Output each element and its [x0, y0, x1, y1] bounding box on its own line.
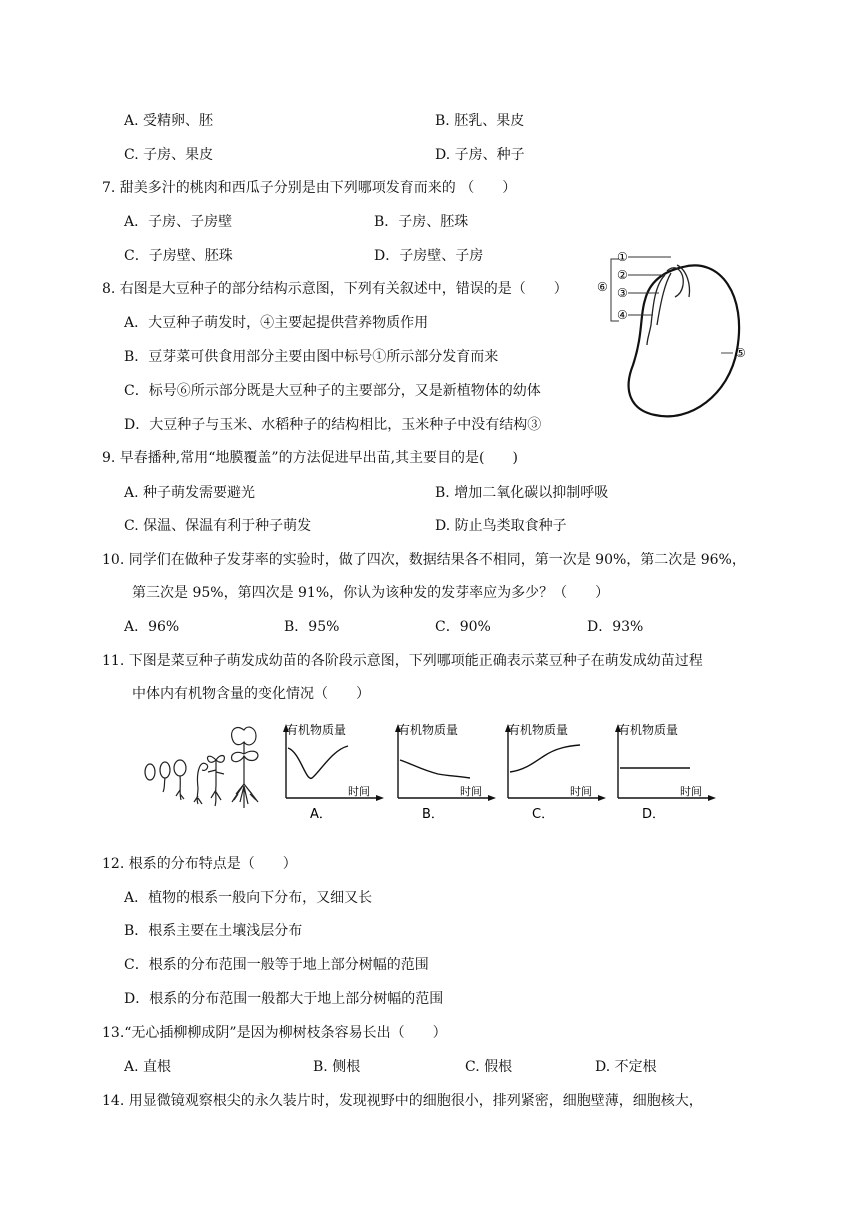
- q8-option-d: D．大豆种子与玉米、水稻种子的结构相比，玉米种子中没有结构③: [124, 417, 542, 433]
- q13-option-c: C. 假根: [465, 1059, 513, 1075]
- graph-4: [615, 722, 716, 822]
- q13-stem: 13.“无心插柳柳成阴”是因为柳树枝条容易长出（ ）: [102, 1025, 447, 1041]
- graph-option-label: D．: [642, 807, 666, 822]
- q10-option-c: C．90%: [435, 619, 491, 635]
- q10-option-b: B．95%: [284, 619, 340, 635]
- q7-option-d: D．子房壁、子房: [374, 248, 484, 264]
- q8-option-a: A．大豆种子萌发时，④主要起提供营养物质作用: [124, 315, 429, 331]
- x-axis-arrow: [598, 795, 606, 801]
- q9-option-c: C. 保温、保温有利于种子萌发: [124, 518, 312, 534]
- q7-stem: 7. 甜美多汁的桃肉和西瓜子分别是由下列哪项发育而来的 （ ）: [102, 180, 517, 196]
- q12-option-c: C．根系的分布范围一般等于地上部分树幅的范围: [124, 957, 429, 973]
- y-axis-label: 有机物质量: [618, 723, 679, 737]
- q10-stem-line2: 第三次是 95%，第四次是 91%，你认为该种发的发芽率应为多少？（ ）: [132, 585, 610, 601]
- q13-option-d: D. 不定根: [595, 1059, 657, 1075]
- q8-option-c: C．标号⑥所示部分既是大豆种子的主要部分，又是新植物体的幼体: [124, 383, 541, 399]
- seed-label-3: ③: [617, 286, 628, 300]
- x-axis-label: 时间: [680, 785, 702, 798]
- x-axis-label: 时间: [460, 785, 482, 798]
- q11-stem-line1: 11. 下图是菜豆种子萌发成幼苗的各阶段示意图，下列哪项能正确表示菜豆种子在萌发成幼苗过程: [102, 653, 703, 669]
- q6-option-c: C. 子房、果皮: [124, 147, 214, 163]
- q13-option-a: A. 直根: [124, 1059, 172, 1075]
- x-axis-arrow: [376, 795, 384, 801]
- soybean-seed-diagram: [595, 245, 755, 425]
- x-axis-label: 时间: [570, 785, 592, 798]
- q6-option-b: B. 胚乳、果皮: [435, 113, 525, 129]
- q12-option-d: D．根系的分布范围一般都大于地上部分树幅的范围: [124, 991, 444, 1007]
- graph-2: [395, 722, 496, 822]
- bean-germination-illustration: [140, 720, 275, 810]
- y-axis-label: 有机物质量: [398, 723, 459, 737]
- q11-stem-line2: 中体内有机物含量的变化情况（ ）: [132, 686, 370, 702]
- q12-option-a: A．植物的根系一般向下分布，又细又长: [124, 890, 373, 906]
- graph-3: [505, 722, 606, 822]
- x-axis-label: 时间: [348, 785, 370, 798]
- q8-option-b: B．豆芽菜可供食用部分主要由图中标号①所示部分发育而来: [124, 349, 499, 365]
- x-axis-arrow: [488, 795, 496, 801]
- q9-option-b: B. 增加二氧化碳以抑制呼吸: [435, 485, 609, 501]
- y-axis-label: 有机物质量: [286, 723, 347, 737]
- seed-label-2: ②: [617, 268, 628, 282]
- seed-label-4: ④: [617, 308, 628, 322]
- q12-option-b: B．根系主要在土壤浅层分布: [124, 923, 303, 939]
- q6-option-d: D. 子房、种子: [435, 147, 525, 163]
- x-axis-arrow: [708, 795, 716, 801]
- q6-option-a: A. 受精卵、胚: [124, 113, 214, 129]
- q10-stem-line1: 10. 同学们在做种子发芽率的实验时，做了四次，数据结果各不相同，第一次是 90%，第二次是 96%，: [102, 552, 746, 568]
- seed-label-5: ⑤: [735, 346, 746, 360]
- q7-option-a: A．子房、子房壁: [124, 214, 233, 230]
- q13-option-b: B. 侧根: [313, 1059, 361, 1075]
- trend-curve: [510, 745, 580, 772]
- seed-label-6: ⑥: [597, 280, 608, 294]
- q7-option-b: B．子房、胚珠: [374, 214, 469, 230]
- q8-stem: 8. 右图是大豆种子的部分结构示意图，下列有关叙述中，错误的是（ ）: [102, 281, 568, 297]
- seed-label-1: ①: [617, 250, 628, 264]
- graph-option-label: A．: [310, 807, 332, 822]
- q10-option-a: A．96%: [124, 619, 180, 635]
- q14-stem: 14. 用显微镜观察根尖的永久装片时，发现视野中的细胞很小，排列紧密，细胞壁薄，细胞核大，: [102, 1093, 703, 1109]
- trend-curve: [288, 746, 348, 778]
- y-axis-label: 有机物质量: [508, 723, 569, 737]
- q9-option-a: A. 种子萌发需要避光: [124, 485, 256, 501]
- q9-stem: 9. 早春播种,常用“地膜覆盖”的方法促进早出苗,其主要目的是( ): [102, 450, 518, 466]
- q10-option-d: D．93%: [587, 619, 644, 635]
- q12-stem: 12. 根系的分布特点是（ ）: [102, 856, 297, 872]
- graph-1: [283, 722, 384, 822]
- organic-matter-graphs: [280, 720, 730, 825]
- q7-option-c: C．子房壁、胚珠: [124, 248, 233, 264]
- graph-option-label: B．: [422, 807, 444, 822]
- graph-option-label: C．: [532, 807, 555, 822]
- trend-curve: [400, 760, 470, 778]
- q9-option-d: D. 防止鸟类取食种子: [435, 518, 567, 534]
